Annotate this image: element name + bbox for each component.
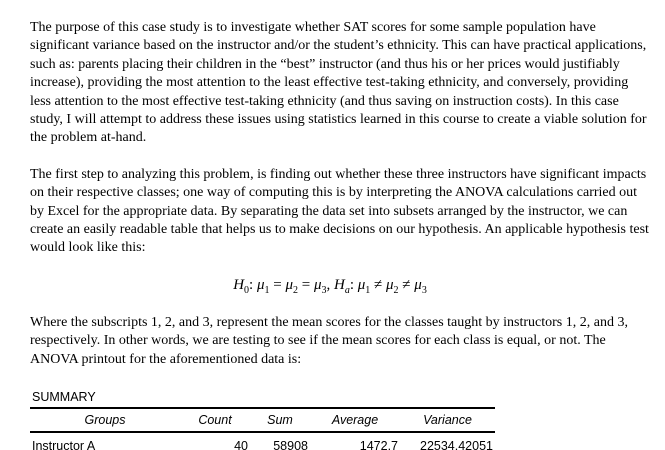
value-cell: 1472.7 [359,439,398,450]
paragraph-purpose: The purpose of this case study is to investigate whether SAT scores for some sample population have significant variance based on the instructor and/or the student’s ethnicity. This can have practical applications, such as: parents placing their children in the “best” instructor (and thus his or her prices would justifiably increase), providing the most attention to the least effective test-taking ethnicity, and conversely, providing less attention to the most effective test-taking ethnicity (and thus saving on instruction costs). In this case study, I will attempt to address these issues using statistics learned in this course to create a viable solution for the problem at-hand. [30,20,647,146]
anova-summary-table [30,407,495,450]
column-header-groups: Groups [84,413,126,428]
summary-table-title: SUMMARY [32,390,96,405]
paragraph-first-step: The first step to analyzing this problem, is finding out whether these three instructors have significant impacts on their respective classes; one way of computing this is by interpreting the ANOVA calculations carried out by Excel for the appropriate data. By separating the data set into subsets arranged by the instructor, we can create an easily readable table that helps us to make decisions on our hypothesis. An applicable hypothesis test would look like this: [30,166,649,256]
table-header-row [30,408,495,432]
anova-summary-block [30,390,651,450]
column-header-sum: Sum [267,413,293,428]
value-cell: 58908 [273,439,308,450]
column-header-average: Average [331,413,379,428]
table-row [30,432,495,450]
paragraph-subscripts: Where the subscripts 1, 2, and 3, represent the mean scores for the classes taught by instructors 1, 2, and 3, respectively. In other words, we are testing to see if the mean scores for each class is equal, or not. The ANOVA printout for the aforementioned data is: [30,314,628,367]
column-header-count: Count [198,413,232,428]
column-header-variance: Variance [423,413,472,428]
value-cell: 22534.42051 [420,439,493,450]
group-name-cell: Instructor A [32,439,96,450]
value-cell: 40 [234,439,248,450]
summary-table-body [30,432,495,450]
hypothesis-formula: $H_0$: $\mu_1 = \mu_2 = \mu_3$, $H_a$: $\mu_1 \ne \mu_2 \ne \mu_3$ [233,276,427,296]
